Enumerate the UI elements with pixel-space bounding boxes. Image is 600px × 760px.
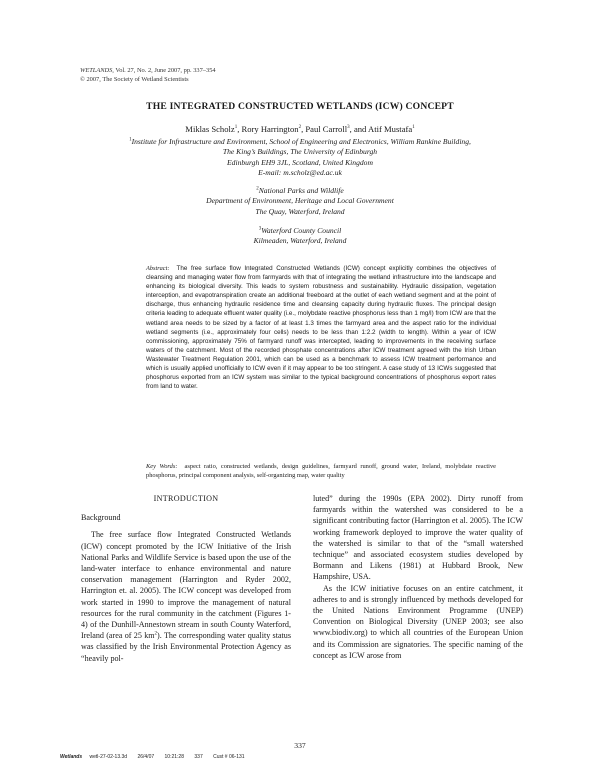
author-name: Paul Carroll (305, 124, 348, 134)
footer-cust: Cust # 06-131 (213, 754, 245, 760)
right-column (313, 493, 523, 661)
page-number: 337 (294, 741, 306, 750)
author-mark: 1 (234, 125, 238, 131)
paragraph-text: The free surface flow Integrated Constructed Wetlands (ICW) concept promoted by the ICW Initiative of the Irish National Parks and Wildlife Service is based upon the use of the land-water interface to enhance environmental and nature conservation management (Harrington and Ryder 2002, Harrington et. al. 2005). The ICW concept was developed from work started in 1990 to improve the management of natural resources for the rural community in the catchment (Figures 1-4) of the Dunhill-Annestown stream in south County Waterford, Ireland (area of 25 km (81, 530, 291, 641)
keywords-text: aspect ratio, constructed wetlands, design guidelines, farmyard runoff, ground water, Ireland, molybdate reactive phosphorus, principal component analysis, self-organizing map, water quality (146, 463, 496, 480)
footer-date: 26/4/07 (137, 754, 155, 760)
abstract-label: Abstract: (146, 265, 170, 272)
body-paragraph (81, 529, 291, 663)
superscript: 2 (154, 631, 158, 637)
author-name: Atif Mustafa (368, 124, 413, 134)
affiliation-1 (72, 137, 528, 179)
affiliation-3 (72, 226, 528, 247)
running-head (80, 66, 216, 84)
author-name: Miklas Scholz (185, 124, 235, 134)
affiliation-line: Waterford County Council (261, 226, 342, 235)
body-paragraph: As the ICW initiative focuses on an entire catchment, it adheres to and is strongly influenced by methods developed for the United Nations Environment Programme (UNEP) Convention on Biological Diversity (UNEP 2003; see also www.biodiv.org) to which all countries of the European Union and its Commission are signatories. The specific naming of the concept as ICW arose from (313, 583, 523, 660)
journal-name: WETLANDS, (80, 67, 114, 74)
affiliation-mark: 2 (256, 186, 259, 192)
affiliation-line: Department of Environment, Heritage and Local Government (206, 196, 394, 206)
affiliation-line: Kilmeaden, Waterford, Ireland (253, 236, 347, 246)
author-mark: 3 (347, 125, 350, 131)
keywords (146, 462, 496, 481)
affiliation-email: E-mail: m.scholz@ed.ac.uk (258, 168, 342, 178)
affiliation-line: The Quay, Waterford, Ireland (255, 206, 345, 216)
footer-brand: Wetlands (60, 754, 83, 760)
author-mark: 1 (412, 125, 415, 131)
affiliation-line: Institute for Infrastructure and Environment, School of Engineering and Electronics, William Rankine Building, (131, 137, 471, 146)
volume-info: Vol. 27, No. 2, June 2007, pp. 337–354 (113, 67, 216, 74)
body-paragraph: luted” during the 1990s (EPA 2002). Dirty runoff from farmyards within the watershed was considered to be a significant contributing factor (Harrington et al. 2005). The ICW working framework deployed to improve the water quality of the watershed is similar to that of the “small watershed technique” and associated ecosystem studies developed by Bormann and Likens (1981) at Hubbard Brook, New Hampshire, USA. (313, 494, 523, 582)
author-name: Rory Harrington (241, 124, 299, 134)
section-heading: INTRODUCTION (153, 494, 219, 503)
affiliation-line: The King’s Buildings, The University of Edinburgh (222, 147, 378, 157)
footer-time: 10:21:28 (164, 754, 184, 760)
abstract-text: The free surface flow Integrated Constructed Wetlands (ICW) concept explicitly combines the objectives of cleansing and managing water flow from farmyards with that of integrating the wetland infrastructure into the landscape and enhancing its biological diversity. This leads to system robustness and sustainability. Hydraulic dissipation, vegetation interception, and evapotranspiration create an additional freeboard at the outlet of each wetland segment and at the point of discharge, thus enhancing hydraulic residence time and cleansing capacity during hydraulic fluxes. The principal design criteria leading to adequate effluent water quality (i.e., molybdate reactive phosphorus less than 1 mg/l) from ICW are that the wetland area needs to be sized by a factor of at least 1.3 times the farmyard area and the aspect ratio for the individual wetland segments (i.e., approximately four cells) needs to be less than 1:2.2 (width to length). Within a year of ICW commissioning, approximately 75% of farmyard runoff was intercepted, leading to improvements in the receiving surface waters of the catchment. Most of the recorded phosphate concentrations after ICW treatment agreed with the Irish Urban Wastewater Treatment Regulation 2001, which can be used as a benchmark to assess ICW treatment performance and which is usually applied unofficially to ICW even if it may appear to be too stringent. A case study of 13 ICWs suggested that phosphorus exported from an ICW system was similar to the typical background concentrations of phosphorus export rates from land to water. (146, 265, 496, 391)
affiliation-line: Edinburgh EH9 3JL, Scotland, United Kingdom (227, 157, 373, 167)
print-footer (60, 754, 540, 760)
footer-page: 337 (194, 754, 203, 760)
paragraph-text: ). The corresponding water quality status was classified by the Irish Environmental Protection Agency as “heavily pol- (81, 631, 291, 663)
paper-title: THE INTEGRATED CONSTRUCTED WETLANDS (ICW) CONCEPT (146, 101, 454, 112)
affiliation-2 (72, 186, 528, 217)
footer-file: wetl-27-02-13.3d (89, 754, 128, 760)
abstract (146, 264, 496, 391)
author-list: Miklas Scholz$^1$, Rory Harrington$^2$, Paul Carroll$^3$, and Atif Mustafa$^1$ (185, 124, 415, 134)
affiliation-mark: 1 (129, 137, 132, 143)
affiliation-mark: 3 (258, 226, 262, 232)
author-mark: 2 (298, 125, 302, 131)
keywords-label: Key Words: (146, 463, 178, 470)
copyright-line: © 2007, The Society of Wetland Scientists (80, 76, 189, 83)
left-column (81, 493, 291, 664)
affiliation-line: National Parks and Wildlife (258, 186, 344, 195)
subsection-heading: Background (81, 513, 121, 523)
